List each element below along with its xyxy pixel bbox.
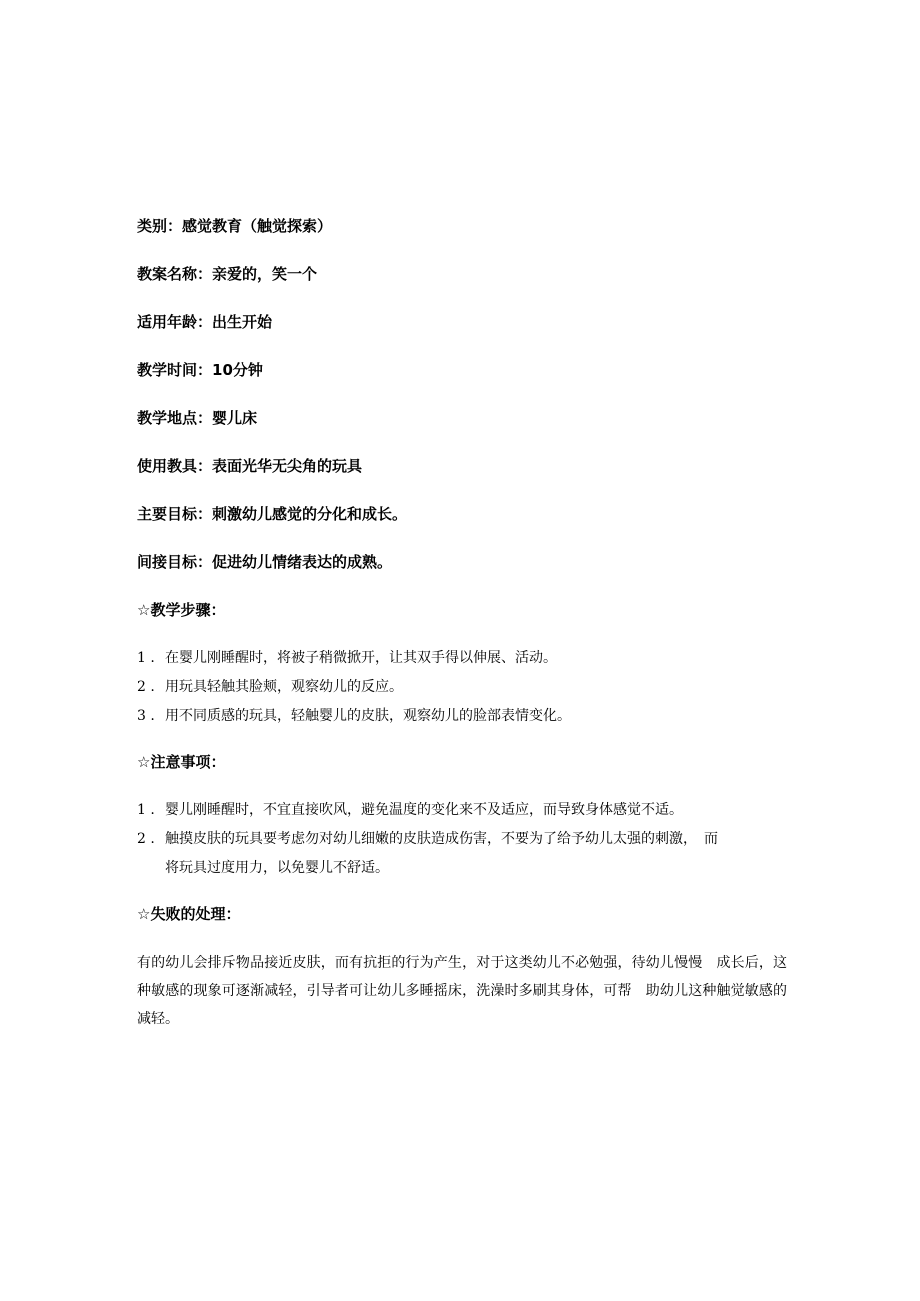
step-number: 3 . — [137, 708, 155, 724]
step-item — [137, 706, 787, 726]
steps-heading: ☆教学步骤： — [137, 601, 226, 619]
note-item — [137, 829, 787, 878]
note-number: 2 . — [137, 831, 155, 847]
plan-name-line: 教案名称：亲爱的，笑一个 — [137, 265, 318, 283]
note-item — [137, 800, 787, 820]
failure-paragraph: 有的幼儿会排斥物品接近皮肤，而有抗拒的行为产生，对于这类幼儿不必勉强，待幼儿慢慢 成长后，这种敏感的现象可逐渐减轻，引导者可让幼儿多睡摇床，洗澡时多刷其身体，可帮 助幼儿这种触觉敏感的减轻。 — [137, 955, 787, 1027]
step-text: 在婴儿刚睡醒时，将被子稍微掀开，让其双手得以伸展、活动。 — [165, 650, 557, 666]
failure-heading: ☆失败的处理： — [137, 905, 241, 923]
note-text-continuation: 将玩具过度用力，以免婴儿不舒适。 — [165, 860, 389, 876]
main-goal-line: 主要目标：刺激幼儿感觉的分化和成长。 — [137, 505, 408, 523]
indirect-goal-line: 间接目标：促进幼儿情绪表达的成熟。 — [137, 553, 393, 571]
note-text: 触摸皮肤的玩具要考虑勿对幼儿细嫩的皮肤造成伤害，不要为了给予幼儿太强的刺激， 而 — [165, 831, 718, 847]
tools-line: 使用教具：表面光华无尖角的玩具 — [137, 457, 363, 475]
step-text: 用玩具轻触其脸颊，观察幼儿的反应。 — [165, 679, 403, 695]
location-line: 教学地点：婴儿床 — [137, 409, 258, 427]
notes-heading: ☆注意事项： — [137, 753, 226, 771]
step-item — [137, 648, 787, 668]
step-text: 用不同质感的玩具，轻触婴儿的皮肤，观察幼儿的脸部表情变化。 — [165, 708, 571, 724]
note-number: 1 . — [137, 802, 155, 818]
category-line: 类别：感觉教育（触觉探索） — [137, 217, 333, 235]
step-number: 1 . — [137, 650, 155, 666]
step-item — [137, 677, 787, 697]
step-number: 2 . — [137, 679, 155, 695]
duration-line: 教学时间：10分钟 — [137, 361, 263, 379]
note-text: 婴儿刚睡醒时，不宜直接吹风，避免温度的变化来不及适应，而导致身体感觉不适。 — [165, 802, 683, 818]
age-line: 适用年龄：出生开始 — [137, 313, 273, 331]
